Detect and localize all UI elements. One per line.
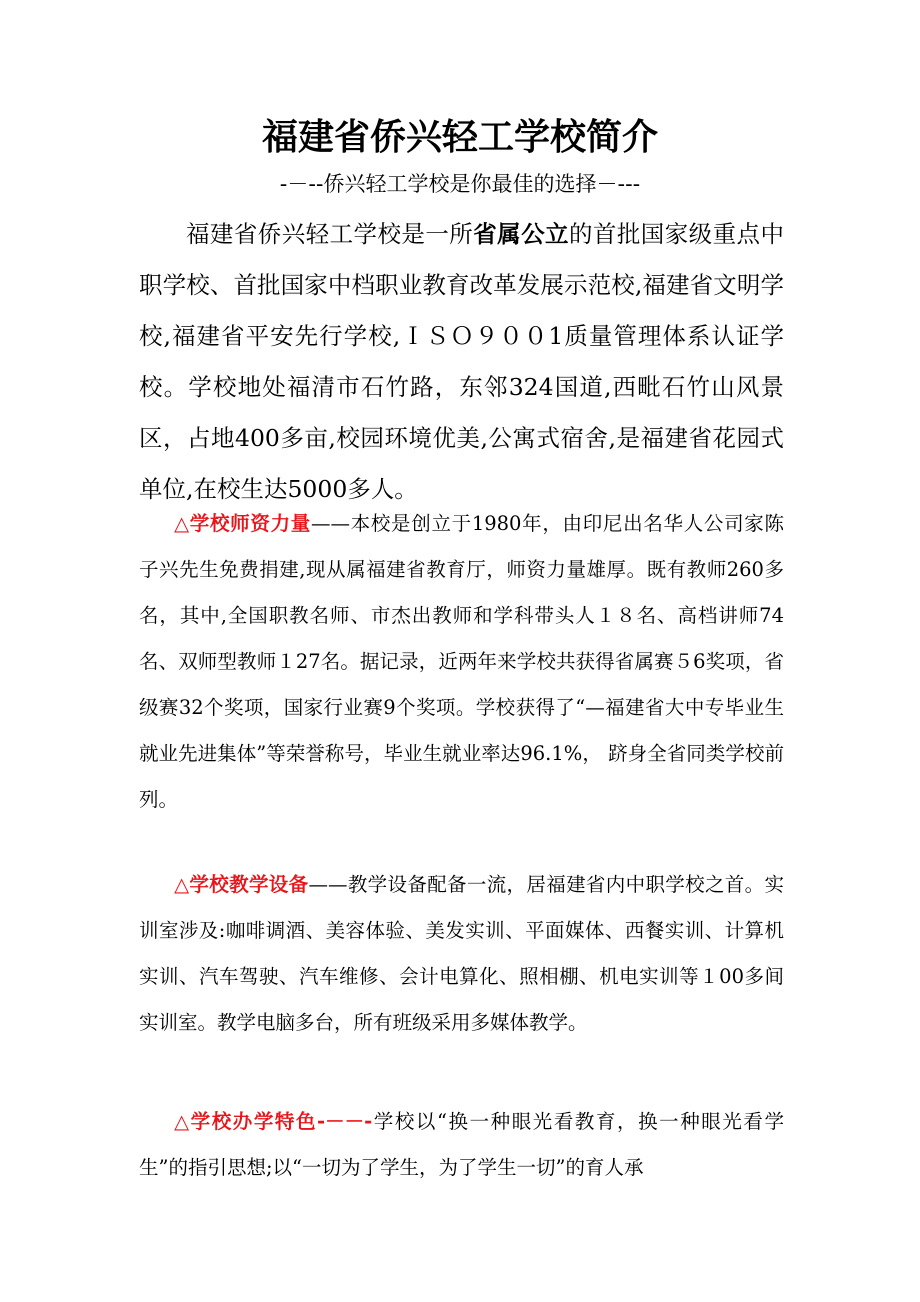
intro-text-after: 的首批国家级重点中职学校、首批国家中档职业教育改革发展示范校,福建省文明学校,福建省平安先行学校,ＩＳＯ９００1质量管理体系认证学校。学校地处福清市石竹路，东邻324国道,西毗石竹山风景区，占地400多亩,校园环境优美,公寓式宿舍,是福建省花园式单位,在校生达5000多人。 [139, 220, 784, 503]
document-title: 福建省侨兴轻工学校简介 [261, 117, 658, 158]
intro-emphasis: 省属公立 [473, 220, 569, 248]
intro-text-before: 福建省侨兴轻工学校是一所 [186, 220, 474, 248]
section-text: 本校是创立于1980年，由印尼出名华人公司家陈子兴先生免费捐建,现从属福建省教育厅，师资力量雄厚。既有教师260多名，其中,全国职教名师、市杰出教师和学科带头人１８名、高档讲师74名、双师型教师１27名。据记录，近两年来学校共获得省属赛５6奖项，省级赛32个奖项，国家行业赛9个奖项。学校获得了“—福建省大中专毕业生就业先进集体”等荣誉称号，毕业生就业率达96.1%， 跻身全省同类学校前列。 [139, 512, 784, 811]
section-heading: △学校教学设备 [174, 873, 309, 896]
section-dash: -－－- [317, 1110, 373, 1133]
intro-paragraph [139, 209, 784, 515]
section-teachers [139, 501, 784, 823]
section-dash: —— [310, 512, 350, 535]
document-subtitle: -－--侨兴轻工学校是你最佳的选择－--- [279, 172, 641, 196]
section-text: 学校以“换一种眼光看教育，换一种眼光看学生”的指引思想;以“一切为了学生，为了学生一切”的育人承 [139, 1110, 784, 1179]
section-text: 教学设备配备一流，居福建省内中职学校之首。实训室涉及:咖啡调酒、美容体验、美发实训、平面媒体、西餐实训、计算机实训、汽车驾驶、汽车维修、会计电算化、照相棚、机电实训等１00多间实训室。教学电脑多台，所有班级采用多媒体教学。 [139, 873, 784, 1034]
section-heading: △学校师资力量 [174, 512, 311, 535]
section-dash: —— [308, 873, 348, 896]
section-features [139, 1099, 784, 1191]
section-equipment [139, 862, 784, 1046]
section-heading: △学校办学特色 [174, 1110, 318, 1133]
